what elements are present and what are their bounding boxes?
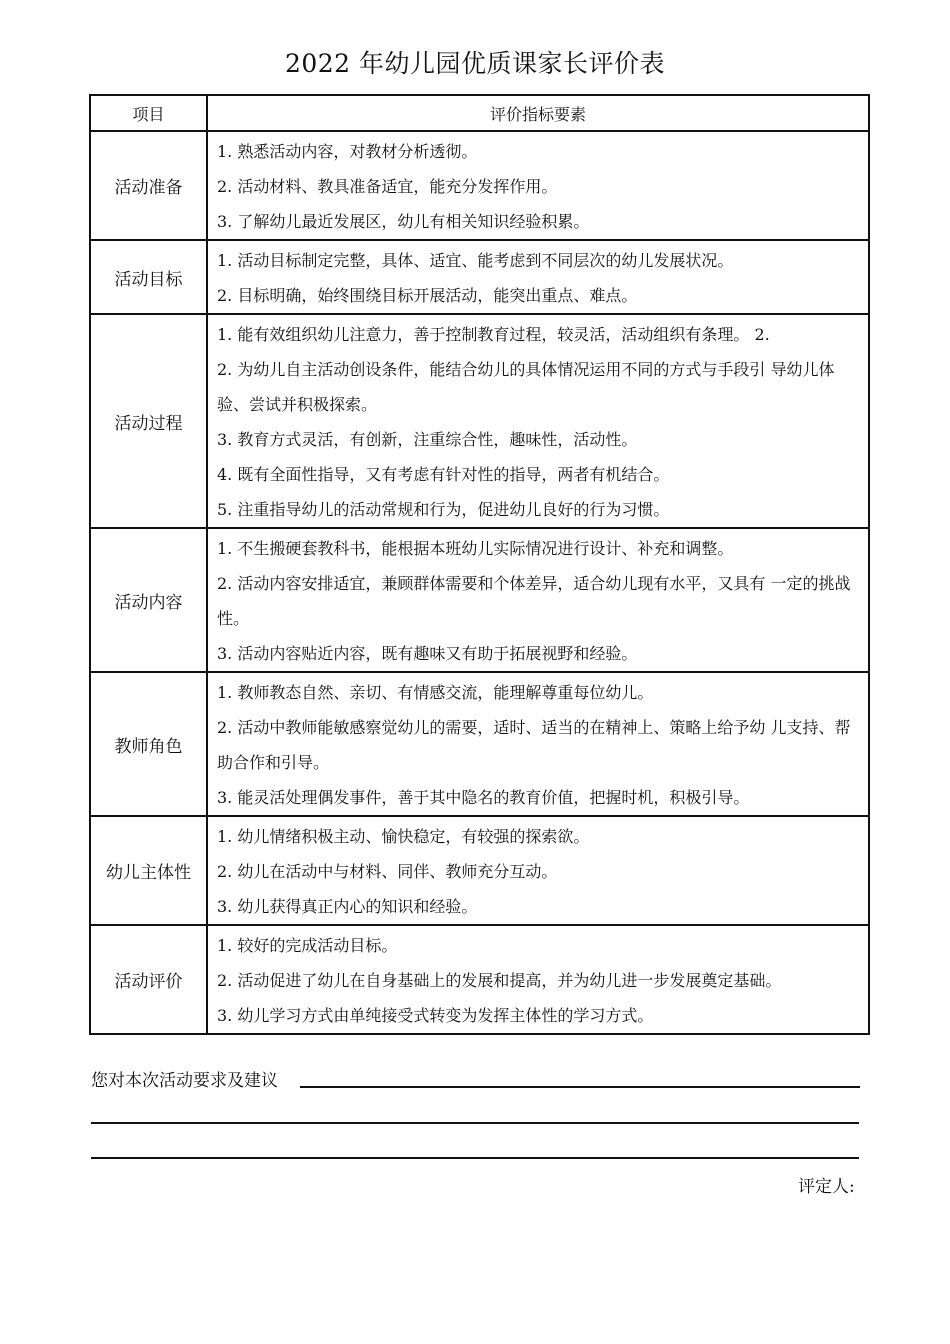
criterion-item: 2. 目标明确，始终围绕目标开展活动，能突出重点、难点。 bbox=[217, 286, 638, 305]
table-row-process bbox=[90, 314, 869, 528]
criterion-item: 1. 不生搬硬套教科书，能根据本班幼儿实际情况进行设计、补充和调整。 bbox=[217, 539, 734, 558]
document-title: 2022 年幼儿园优质课家长评价表 bbox=[284, 49, 666, 78]
criterion-item: 1. 能有效组织幼儿注意力，善于控制教育过程，较灵活，活动组织有条理。 2. bbox=[217, 325, 770, 344]
criterion-item: 3. 活动内容贴近内容，既有趣味又有助于拓展视野和经验。 bbox=[217, 644, 638, 663]
suggestion-line-1[interactable] bbox=[300, 1086, 860, 1088]
table-row-objectives bbox=[90, 240, 869, 314]
criterion-item: 3. 了解幼儿最近发展区，幼儿有相关知识经验积累。 bbox=[217, 212, 590, 231]
criteria-cell bbox=[207, 528, 869, 672]
criteria-cell bbox=[207, 131, 869, 240]
criterion-item: 3. 能灵活处理偶发事件，善于其中隐名的教育价值，把握时机，积极引导。 bbox=[217, 788, 750, 807]
item-cell: 教师角色 bbox=[90, 672, 207, 816]
criteria-cell bbox=[207, 672, 869, 816]
criterion-item: 1. 较好的完成活动目标。 bbox=[217, 936, 398, 955]
assessor-label: 评定人: bbox=[798, 1177, 855, 1197]
criterion-item: 2. 活动内容安排适宜，兼顾群体需要和个体差异，适合幼儿现有水平，又具有 一定的挑战性。 bbox=[217, 574, 851, 628]
table-header-row bbox=[90, 95, 869, 131]
header-item: 项目 bbox=[90, 95, 207, 131]
criterion-item: 2. 活动材料、教具准备适宜，能充分发挥作用。 bbox=[217, 177, 558, 196]
criterion-item: 4. 既有全面性指导，又有考虑有针对性的指导，两者有机结合。 bbox=[217, 465, 670, 484]
criterion-item: 1. 幼儿情绪积极主动、愉快稳定，有较强的探索欲。 bbox=[217, 827, 590, 846]
table-row-preparation bbox=[90, 131, 869, 240]
item-cell: 活动准备 bbox=[90, 131, 207, 240]
suggestion-line-3[interactable] bbox=[91, 1157, 859, 1159]
criteria-cell bbox=[207, 816, 869, 925]
item-cell: 幼儿主体性 bbox=[90, 816, 207, 925]
criterion-item: 1. 熟悉活动内容，对教材分析透彻。 bbox=[217, 142, 478, 161]
criterion-item: 1. 活动目标制定完整，具体、适宜、能考虑到不同层次的幼儿发展状况。 bbox=[217, 251, 734, 270]
item-cell: 活动评价 bbox=[90, 925, 207, 1034]
evaluation-table bbox=[89, 94, 870, 1035]
criterion-item: 5. 注重指导幼儿的活动常规和行为，促进幼儿良好的行为习惯。 bbox=[217, 500, 670, 519]
item-cell: 活动过程 bbox=[90, 314, 207, 528]
criterion-item: 3. 幼儿学习方式由单纯接受式转变为发挥主体性的学习方式。 bbox=[217, 1006, 654, 1025]
criterion-item: 2. 活动促进了幼儿在自身基础上的发展和提高，并为幼儿进一步发展奠定基础。 bbox=[217, 971, 782, 990]
suggestion-label: 您对本次活动要求及建议 bbox=[91, 1071, 278, 1091]
criterion-item: 2. 活动中教师能敏感察觉幼儿的需要，适时、适当的在精神上、策略上给予幼 儿支持、帮助合作和引导。 bbox=[217, 718, 851, 772]
suggestion-line-2[interactable] bbox=[91, 1122, 859, 1124]
item-cell: 活动内容 bbox=[90, 528, 207, 672]
criterion-item: 3. 教育方式灵活，有创新，注重综合性，趣味性，活动性。 bbox=[217, 430, 638, 449]
criterion-item: 2. 为幼儿自主活动创设条件，能结合幼儿的具体情况运用不同的方式与手段引 导幼儿体验、尝试并积极探索。 bbox=[217, 360, 835, 414]
table-body bbox=[90, 131, 869, 1034]
table-row-child-subjectivity bbox=[90, 816, 869, 925]
table-row-content bbox=[90, 528, 869, 672]
item-cell: 活动目标 bbox=[90, 240, 207, 314]
table-row-teacher-role bbox=[90, 672, 869, 816]
criterion-item: 3. 幼儿获得真正内心的知识和经验。 bbox=[217, 897, 478, 916]
criteria-cell bbox=[207, 314, 869, 528]
criterion-item: 2. 幼儿在活动中与材料、同伴、教师充分互动。 bbox=[217, 862, 558, 881]
criterion-item: 1. 教师教态自然、亲切、有情感交流，能理解尊重每位幼儿。 bbox=[217, 683, 654, 702]
header-criteria: 评价指标要素 bbox=[207, 95, 869, 131]
criteria-cell bbox=[207, 240, 869, 314]
criteria-cell bbox=[207, 925, 869, 1034]
table-row-evaluation bbox=[90, 925, 869, 1034]
